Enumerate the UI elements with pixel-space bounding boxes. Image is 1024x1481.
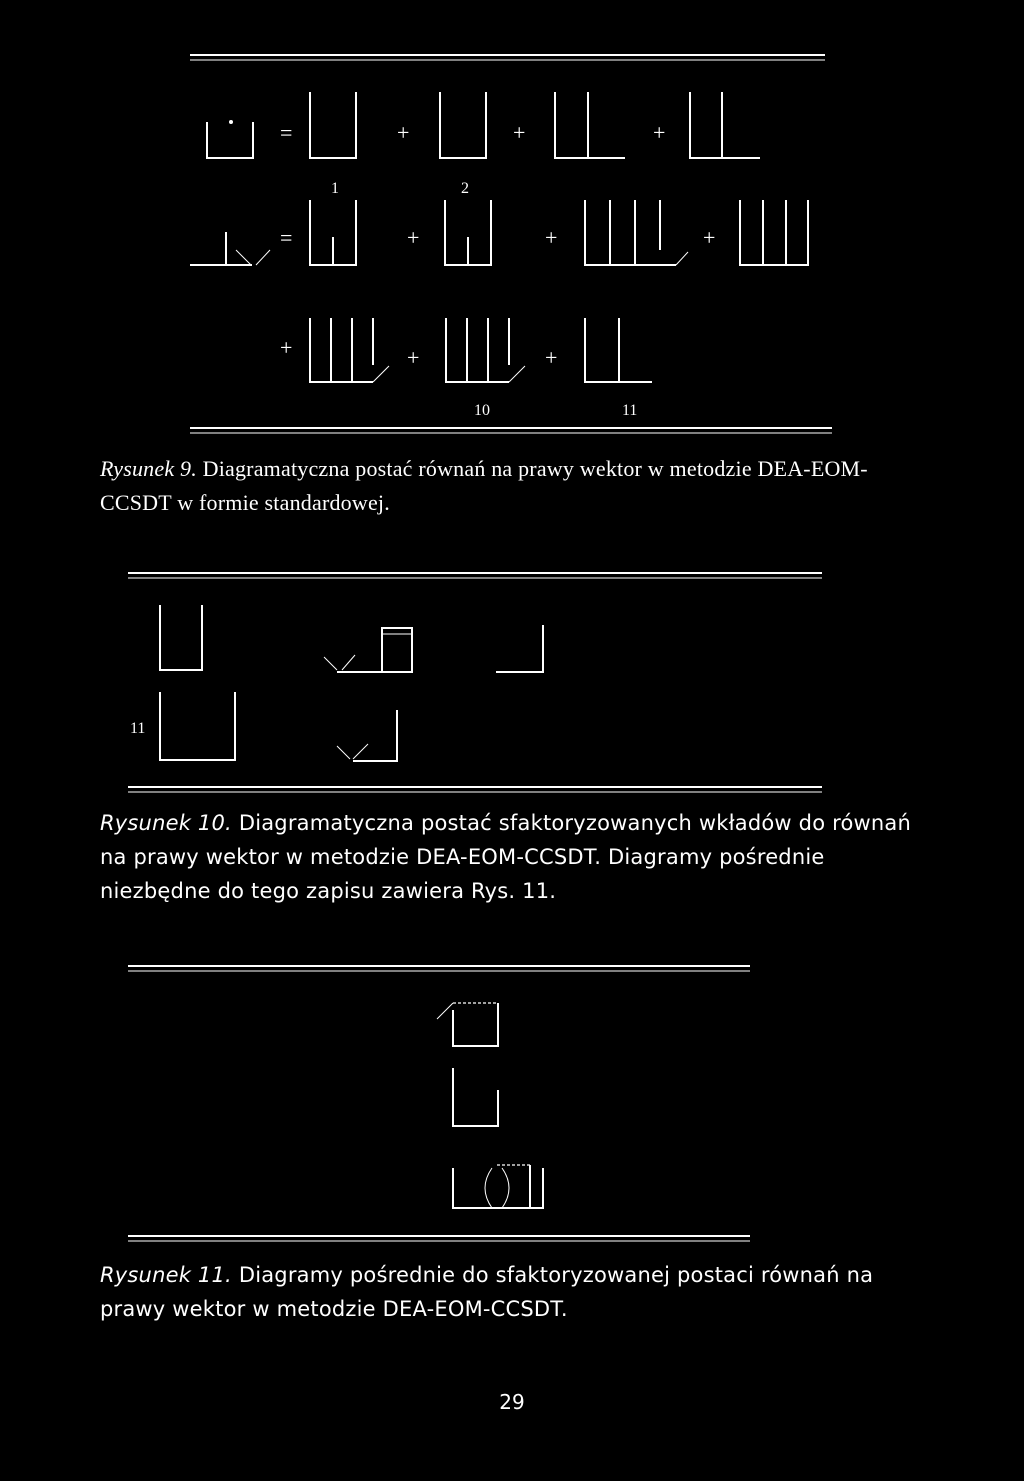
diagram-7 xyxy=(585,200,676,265)
plus-sign: + xyxy=(407,345,420,370)
fig9-row2 xyxy=(190,200,808,265)
diagram-10 xyxy=(446,318,509,382)
fig11-diagram-a xyxy=(437,1003,498,1046)
figure-9-bottom-rule xyxy=(190,428,832,433)
diagram-3 xyxy=(555,92,625,158)
fig10-diagram-b xyxy=(324,628,412,672)
diagram-1 xyxy=(310,92,356,158)
diagram-lhs xyxy=(207,122,253,158)
fig11-diagram-b xyxy=(453,1068,498,1126)
equals-sign: = xyxy=(280,225,293,250)
figure-9-diagrams xyxy=(190,55,832,433)
fig9-row1 xyxy=(207,92,760,197)
figure-11-caption xyxy=(100,1258,930,1326)
figure-11-top-rule xyxy=(128,966,750,971)
plus-sign: + xyxy=(280,335,293,360)
equals-sign: = xyxy=(280,120,293,145)
figure-9-top-rule xyxy=(190,55,825,60)
diagram-index: 10 xyxy=(474,402,490,419)
fig11-diagram-c xyxy=(453,1165,543,1208)
plus-sign: + xyxy=(397,120,410,145)
fig10-diagram-c xyxy=(496,625,543,672)
fig10-diagram-e xyxy=(337,710,397,761)
diagram-index: 2 xyxy=(461,180,469,197)
plus-sign: + xyxy=(513,120,526,145)
figure-10-caption xyxy=(100,806,930,908)
figure-label: Rysunek 9. xyxy=(100,456,197,481)
plus-sign: + xyxy=(545,345,558,370)
fig10-diagram-a xyxy=(160,605,202,670)
caption-text: Diagramatyczna postać równań na prawy wektor w metodzie DEA-EOM-CCSDT w formie standardowej. xyxy=(100,456,868,515)
figure-10-bottom-rule xyxy=(128,787,822,792)
diagram-8 xyxy=(740,200,808,265)
figure-9-caption xyxy=(100,452,930,520)
plus-sign: + xyxy=(653,120,666,145)
figure-10-diagrams xyxy=(128,573,822,792)
page-number: 29 xyxy=(499,1390,525,1414)
plus-sign: + xyxy=(545,225,558,250)
diagram-9 xyxy=(310,318,373,382)
figure-label: Rysunek 10. xyxy=(100,811,232,835)
figure-label: Rysunek 11. xyxy=(100,1263,232,1287)
fig10-diagram-d xyxy=(160,692,235,760)
diagram-index: 11 xyxy=(130,720,146,737)
figure-10-top-rule xyxy=(128,573,822,578)
diagram-index: 11 xyxy=(622,402,638,419)
figure-11-bottom-rule xyxy=(128,1236,750,1241)
plus-sign: + xyxy=(703,225,716,250)
caption-text: Diagramy pośrednie do sfaktoryzowanej postaci równań na prawy wektor w metodzie DEA-EOM-CCSDT. xyxy=(100,1263,874,1321)
caption-text: Diagramatyczna postać sfaktoryzowanych wkładów do równań na prawy wektor w metodzie DEA-EOM-CCSDT. Diagramy pośrednie niezbędne do tego zapisu zawiera Rys. 11. xyxy=(100,811,912,903)
plus-sign: + xyxy=(407,225,420,250)
diagram-2 xyxy=(440,92,486,158)
fig9-row3 xyxy=(280,318,652,419)
figure-11-diagrams xyxy=(128,966,750,1241)
diagram-4 xyxy=(690,92,760,158)
diagram-index: 1 xyxy=(331,180,339,197)
